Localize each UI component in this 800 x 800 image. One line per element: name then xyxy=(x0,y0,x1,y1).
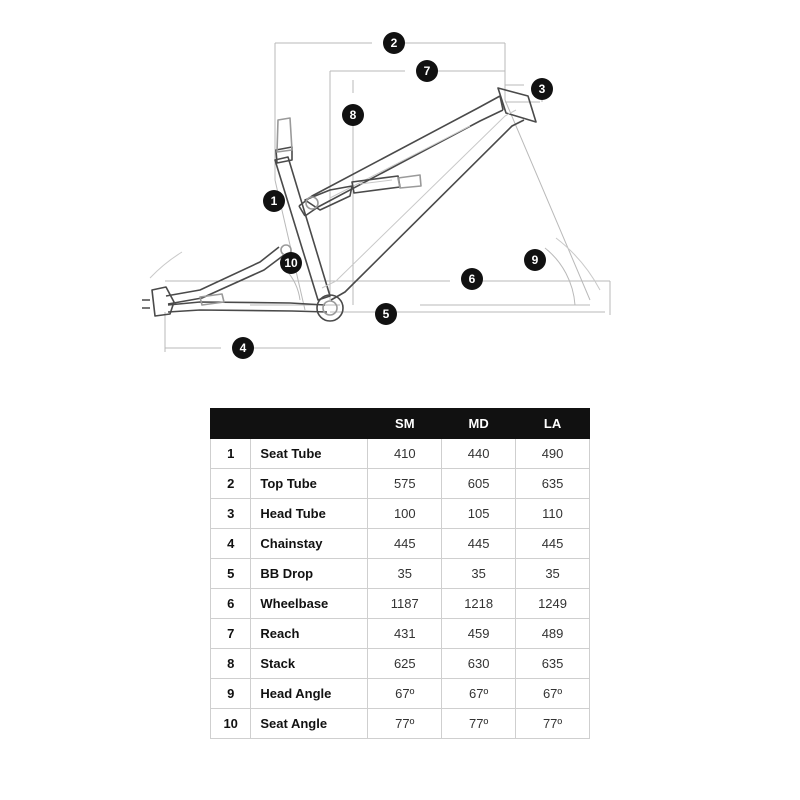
row-number: 8 xyxy=(211,649,251,679)
table-row xyxy=(211,529,590,559)
row-value-md: 77º xyxy=(442,709,516,739)
table-row xyxy=(211,559,590,589)
callout-7: 7 xyxy=(416,60,438,82)
callout-9: 9 xyxy=(524,249,546,271)
table-body xyxy=(211,439,590,739)
row-number: 2 xyxy=(211,469,251,499)
row-value-la: 489 xyxy=(516,619,590,649)
row-value-md: 630 xyxy=(442,649,516,679)
header-number xyxy=(211,409,251,439)
row-label: Top Tube xyxy=(251,469,368,499)
callout-1: 1 xyxy=(263,190,285,212)
row-label: Seat Tube xyxy=(251,439,368,469)
row-value-sm: 431 xyxy=(368,619,442,649)
row-label: Head Angle xyxy=(251,679,368,709)
row-value-sm: 575 xyxy=(368,469,442,499)
callout-5: 5 xyxy=(375,303,397,325)
row-value-sm: 1187 xyxy=(368,589,442,619)
row-number: 5 xyxy=(211,559,251,589)
row-label: Reach xyxy=(251,619,368,649)
row-value-la: 110 xyxy=(516,499,590,529)
bike-frame-drawing xyxy=(0,0,800,390)
callout-2: 2 xyxy=(383,32,405,54)
geometry-table xyxy=(210,408,590,739)
table-row xyxy=(211,589,590,619)
callout-3: 3 xyxy=(531,78,553,100)
row-value-la: 635 xyxy=(516,469,590,499)
table-header-row xyxy=(211,409,590,439)
row-value-sm: 445 xyxy=(368,529,442,559)
row-number: 4 xyxy=(211,529,251,559)
header-size-md: MD xyxy=(442,409,516,439)
table-row xyxy=(211,649,590,679)
table-row xyxy=(211,679,590,709)
table-row xyxy=(211,439,590,469)
row-number: 6 xyxy=(211,589,251,619)
row-value-md: 35 xyxy=(442,559,516,589)
row-value-sm: 100 xyxy=(368,499,442,529)
row-label: Wheelbase xyxy=(251,589,368,619)
row-value-sm: 35 xyxy=(368,559,442,589)
table-row xyxy=(211,619,590,649)
header-size-sm: SM xyxy=(368,409,442,439)
table-row xyxy=(211,499,590,529)
row-number: 1 xyxy=(211,439,251,469)
row-value-md: 67º xyxy=(442,679,516,709)
row-value-md: 1218 xyxy=(442,589,516,619)
row-value-sm: 77º xyxy=(368,709,442,739)
row-number: 9 xyxy=(211,679,251,709)
row-label: Chainstay xyxy=(251,529,368,559)
row-value-la: 635 xyxy=(516,649,590,679)
table-row xyxy=(211,709,590,739)
header-measure xyxy=(251,409,368,439)
row-value-md: 459 xyxy=(442,619,516,649)
row-value-md: 105 xyxy=(442,499,516,529)
row-label: BB Drop xyxy=(251,559,368,589)
row-value-la: 77º xyxy=(516,709,590,739)
row-number: 3 xyxy=(211,499,251,529)
callout-10: 10 xyxy=(280,252,302,274)
geometry-table-wrapper xyxy=(210,408,590,739)
row-value-sm: 410 xyxy=(368,439,442,469)
row-value-la: 67º xyxy=(516,679,590,709)
row-value-la: 445 xyxy=(516,529,590,559)
row-value-sm: 67º xyxy=(368,679,442,709)
geometry-diagram xyxy=(0,0,800,390)
row-value-la: 490 xyxy=(516,439,590,469)
callout-4: 4 xyxy=(232,337,254,359)
row-value-la: 35 xyxy=(516,559,590,589)
row-number: 10 xyxy=(211,709,251,739)
row-label: Seat Angle xyxy=(251,709,368,739)
row-label: Stack xyxy=(251,649,368,679)
row-value-md: 440 xyxy=(442,439,516,469)
header-size-la: LA xyxy=(516,409,590,439)
table-header xyxy=(211,409,590,439)
callout-8: 8 xyxy=(342,104,364,126)
row-value-sm: 625 xyxy=(368,649,442,679)
row-label: Head Tube xyxy=(251,499,368,529)
row-value-la: 1249 xyxy=(516,589,590,619)
table-row xyxy=(211,469,590,499)
row-value-md: 605 xyxy=(442,469,516,499)
row-value-md: 445 xyxy=(442,529,516,559)
callout-6: 6 xyxy=(461,268,483,290)
row-number: 7 xyxy=(211,619,251,649)
